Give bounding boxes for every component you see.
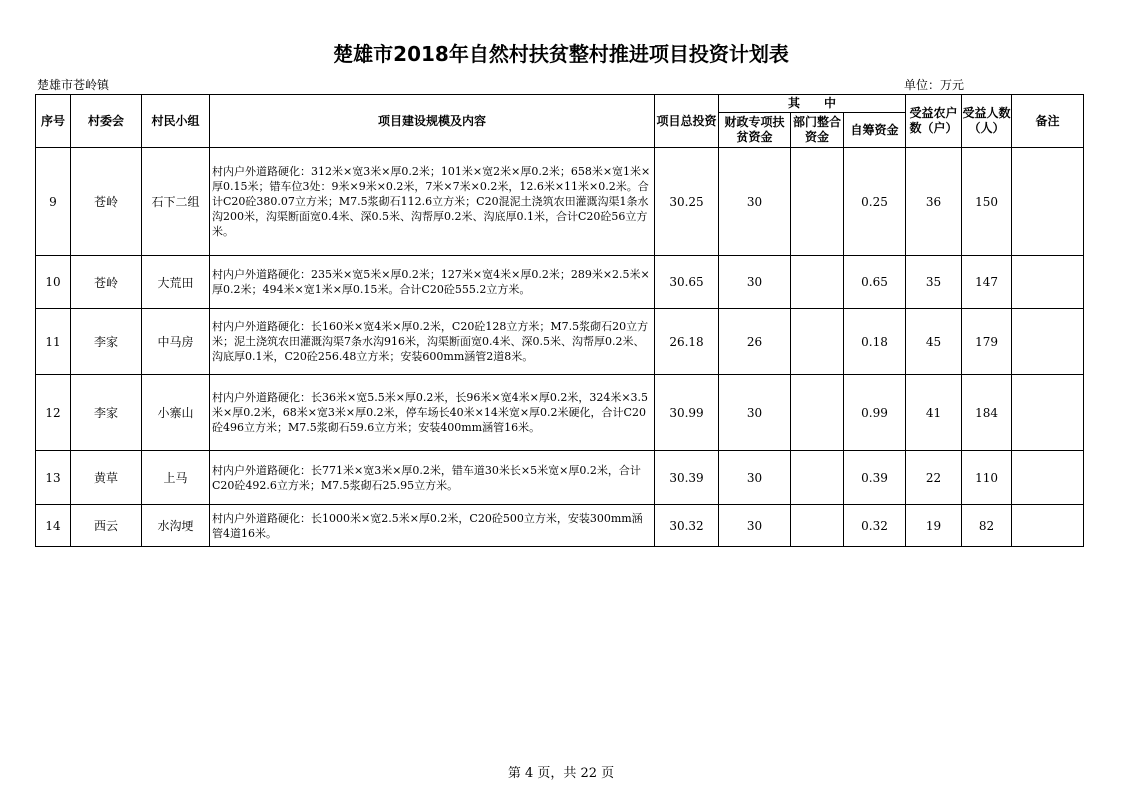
cell-content: 村内户外道路硬化：长160米×宽4米×厚0.2米，C20砼128立方米；M7.5浆砌石20立方米；泥土浇筑农田灌溉沟渠7条水沟916米，沟渠断面宽0.4米、深0.5米、沟帮厚0.2米、沟底厚0.1米，C20砼256.48立方米；安装600mm涵管2道8米。 (210, 309, 655, 375)
cell-committee: 李家 (71, 309, 142, 375)
cell-committee: 苍岭 (71, 148, 142, 256)
cell-self: 0.18 (844, 309, 906, 375)
cell-content: 村内户外道路硬化：235米×宽5米×厚0.2米；127米×宽4米×厚0.2米；289米×2.5米×厚0.2米；494米×宽1米×厚0.15米。合计C20砼555.2立方米。 (210, 256, 655, 309)
cell-fiscal: 30 (719, 256, 791, 309)
cell-group: 大荒田 (142, 256, 210, 309)
header-content: 项目建设规模及内容 (210, 95, 655, 148)
header-self: 自筹资金 (844, 113, 906, 148)
table-row (36, 256, 1084, 309)
cell-total: 26.18 (655, 309, 719, 375)
cell-fiscal: 30 (719, 375, 791, 451)
cell-households: 35 (906, 256, 962, 309)
cell-committee: 黄草 (71, 451, 142, 505)
cell-self: 0.32 (844, 505, 906, 547)
page-footer: 第 4 页，共 22 页 (507, 766, 615, 781)
cell-self: 0.39 (844, 451, 906, 505)
cell-remark (1012, 309, 1084, 375)
cell-households: 45 (906, 309, 962, 375)
header-group: 村民小组 (142, 95, 210, 148)
cell-fiscal: 30 (719, 148, 791, 256)
cell-committee: 西云 (71, 505, 142, 547)
header-committee: 村委会 (71, 95, 142, 148)
cell-dept (791, 148, 844, 256)
cell-remark (1012, 451, 1084, 505)
cell-people: 110 (962, 451, 1012, 505)
cell-households: 41 (906, 375, 962, 451)
cell-content: 村内户外道路硬化：长36米×宽5.5米×厚0.2米，长96米×宽4米×厚0.2米，324米×3.5米×厚0.2米，68米×宽3米×厚0.2米，停车场长40米×14米宽×厚0.2米硬化，合计C20砼496立方米；M7.5浆砌石59.6立方米；安装400mm涵管16米。 (210, 375, 655, 451)
cell-seq: 9 (36, 148, 71, 256)
cell-seq: 10 (36, 256, 71, 309)
cell-committee: 李家 (71, 375, 142, 451)
table-row (36, 375, 1084, 451)
cell-households: 36 (906, 148, 962, 256)
header-households: 受益农户数（户） (906, 95, 962, 148)
cell-households: 22 (906, 451, 962, 505)
cell-people: 82 (962, 505, 1012, 547)
page-title: 楚雄市2018年自然村扶贫整村推进项目投资计划表 (333, 42, 789, 66)
cell-group: 上马 (142, 451, 210, 505)
cell-total: 30.32 (655, 505, 719, 547)
cell-group: 水沟埂 (142, 505, 210, 547)
table-row (36, 451, 1084, 505)
cell-fiscal: 30 (719, 505, 791, 547)
cell-remark (1012, 375, 1084, 451)
cell-people: 147 (962, 256, 1012, 309)
cell-dept (791, 256, 844, 309)
cell-people: 150 (962, 148, 1012, 256)
cell-dept (791, 451, 844, 505)
cell-dept (791, 309, 844, 375)
cell-self: 0.99 (844, 375, 906, 451)
cell-group: 石下二组 (142, 148, 210, 256)
cell-self: 0.25 (844, 148, 906, 256)
unit-label: 单位：万元 (904, 78, 965, 92)
cell-total: 30.25 (655, 148, 719, 256)
cell-fiscal: 26 (719, 309, 791, 375)
table-row (36, 148, 1084, 256)
cell-total: 30.65 (655, 256, 719, 309)
table-row (36, 309, 1084, 375)
cell-seq: 11 (36, 309, 71, 375)
cell-committee: 苍岭 (71, 256, 142, 309)
cell-group: 中马房 (142, 309, 210, 375)
table-row (36, 505, 1084, 547)
cell-seq: 13 (36, 451, 71, 505)
cell-seq: 12 (36, 375, 71, 451)
cell-seq: 14 (36, 505, 71, 547)
cell-self: 0.65 (844, 256, 906, 309)
cell-total: 30.99 (655, 375, 719, 451)
location-label: 楚雄市苍岭镇 (37, 78, 110, 92)
cell-dept (791, 375, 844, 451)
cell-people: 179 (962, 309, 1012, 375)
investment-plan-table (35, 94, 1084, 547)
cell-content: 村内户外道路硬化：312米×宽3米×厚0.2米；101米×宽2米×厚0.2米；658米×宽1米×厚0.15米；错车位3处：9米×9米×0.2米，7米×7米×0.2米，12.6米×11米×0.2米。合计C20砼380.07立方米；M7.5浆砌石112.6立方米；C20混泥土浇筑农田灌溉沟渠1条水沟200米，沟渠断面宽0.4米、深0.5米、沟帮厚0.2米、沟底厚0.1米，合计C20砼56立方米。 (210, 148, 655, 256)
header-remark: 备注 (1012, 95, 1084, 148)
header-dept: 部门整合资金 (791, 113, 844, 148)
cell-group: 小寨山 (142, 375, 210, 451)
cell-remark (1012, 505, 1084, 547)
header-among: 其 中 (719, 95, 906, 113)
cell-people: 184 (962, 375, 1012, 451)
header-total: 项目总投资 (655, 95, 719, 148)
cell-fiscal: 30 (719, 451, 791, 505)
cell-dept (791, 505, 844, 547)
cell-content: 村内户外道路硬化：长1000米×宽2.5米×厚0.2米，C20砼500立方米，安装300mm涵管4道16米。 (210, 505, 655, 547)
cell-remark (1012, 256, 1084, 309)
header-people: 受益人数（人） (962, 95, 1012, 148)
header-seq: 序号 (36, 95, 71, 148)
cell-remark (1012, 148, 1084, 256)
cell-households: 19 (906, 505, 962, 547)
header-fiscal: 财政专项扶贫资金 (719, 113, 791, 148)
cell-total: 30.39 (655, 451, 719, 505)
cell-content: 村内户外道路硬化：长771米×宽3米×厚0.2米，错车道30米长×5米宽×厚0.2米，合计C20砼492.6立方米；M7.5浆砌石25.95立方米。 (210, 451, 655, 505)
